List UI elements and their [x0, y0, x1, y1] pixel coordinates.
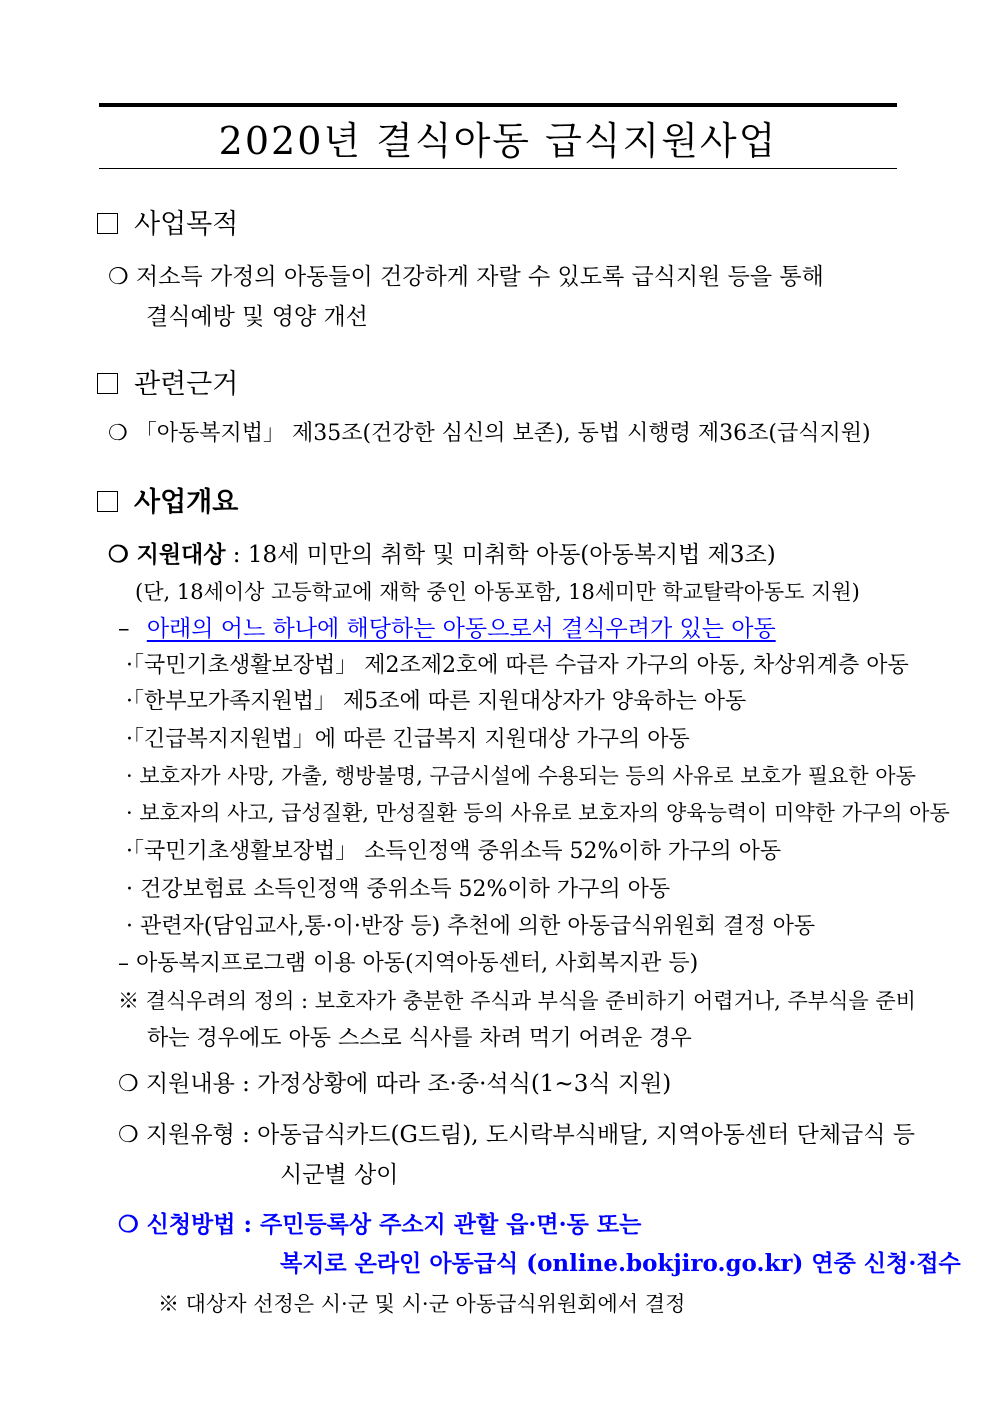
list-item: · 관련자(담임교사,통·이·반장 등) 추천에 의한 아동급식위원회 결정 아동 [126, 914, 816, 939]
dash-line-1 [118, 610, 776, 643]
title-bottom-rule [99, 168, 897, 169]
section-heading-basis: 관련근거 [97, 362, 238, 401]
list-item: · 건강보험료 소득인정액 중위소득 52%이하 가구의 아동 [126, 877, 671, 902]
basis-line-1: ❍ 「아동복지법」 제35조(건강한 심신의 보존), 동법 시행령 제36조(급식지원) [108, 421, 871, 446]
target-text: : 18세 미만의 취학 및 미취학 아동(아동복지법 제3조) [225, 542, 776, 568]
list-item: ·「국민기초생활보장법」 제2조제2호에 따른 수급자 가구의 아동, 차상위계층 아동 [126, 653, 909, 678]
list-item: · 보호자의 사고, 급성질환, 만성질환 등의 사유로 보호자의 양육능력이 미약한 가구의 아동 [126, 801, 950, 825]
selection-note: ※ 대상자 선정은 시·군 및 시·군 아동급식위원회에서 결정 [158, 1292, 686, 1316]
support-content: ❍ 지원내용 : 가정상황에 따라 조·중·석식(1~3식 지원) [118, 1071, 672, 1097]
target-line [108, 536, 776, 569]
definition-note-line-2: 하는 경우에도 아동 스스로 식사를 차려 먹기 어려운 경우 [147, 1026, 692, 1051]
target-label: ❍ 지원대상 [108, 541, 226, 568]
purpose-line-2: 결식예방 및 영양 개선 [146, 304, 368, 330]
apply-method-line-1: ❍ 신청방법 : 주민등록상 주소지 관할 읍·면·동 또는 [118, 1211, 642, 1238]
list-item: · 보호자가 사망, 가출, 행방불명, 구금시설에 수용되는 등의 사유로 보호가 필요한 아동 [126, 764, 916, 788]
list-item: ·「긴급복지지원법」에 따른 긴급복지 지원대상 가구의 아동 [126, 727, 690, 752]
section-heading-purpose: 사업목적 [97, 202, 238, 241]
list-item: ·「한부모가족지원법」 제5조에 따른 지원대상자가 양육하는 아동 [126, 689, 747, 714]
dash-mark: – [118, 616, 130, 642]
dash-line-2: – 아동복지프로그램 이용 아동(지역아동센터, 사회복지관 등) [118, 951, 699, 976]
title-top-rule [99, 103, 897, 107]
support-type-line-1: ❍ 지원유형 : 아동급식카드(G드림), 도시락부식배달, 지역아동센터 단체급식 등 [118, 1122, 916, 1148]
page-title: 2020년 결식아동 급식지원사업 [218, 119, 778, 163]
apply-method-line-2: 복지로 온라인 아동급식 (online.bokjiro.go.kr) 연중 신청·접수 [280, 1250, 961, 1277]
target-note: (단, 18세이상 고등학교에 재학 중인 아동포함, 18세미만 학교탈락아동도 지원) [135, 580, 860, 604]
checkbox-square-icon [97, 491, 118, 512]
list-item: ·「국민기초생활보장법」 소득인정액 중위소득 52%이하 가구의 아동 [126, 839, 782, 864]
highlight-criteria: 아래의 어느 하나에 해당하는 아동으로서 결식우려가 있는 아동 [146, 616, 776, 642]
checkbox-square-icon [97, 373, 118, 394]
section-heading-overview: 사업개요 [97, 480, 238, 519]
support-type-line-2: 시군별 상이 [280, 1162, 399, 1188]
definition-note-line-1: ※ 결식우려의 정의 : 보호자가 충분한 주식과 부식을 준비하기 어렵거나, 주부식을 준비 [118, 989, 916, 1013]
checkbox-square-icon [97, 213, 118, 234]
purpose-line-1: ❍ 저소득 가정의 아동들이 건강하게 자랄 수 있도록 급식지원 등을 통해 [108, 264, 824, 290]
